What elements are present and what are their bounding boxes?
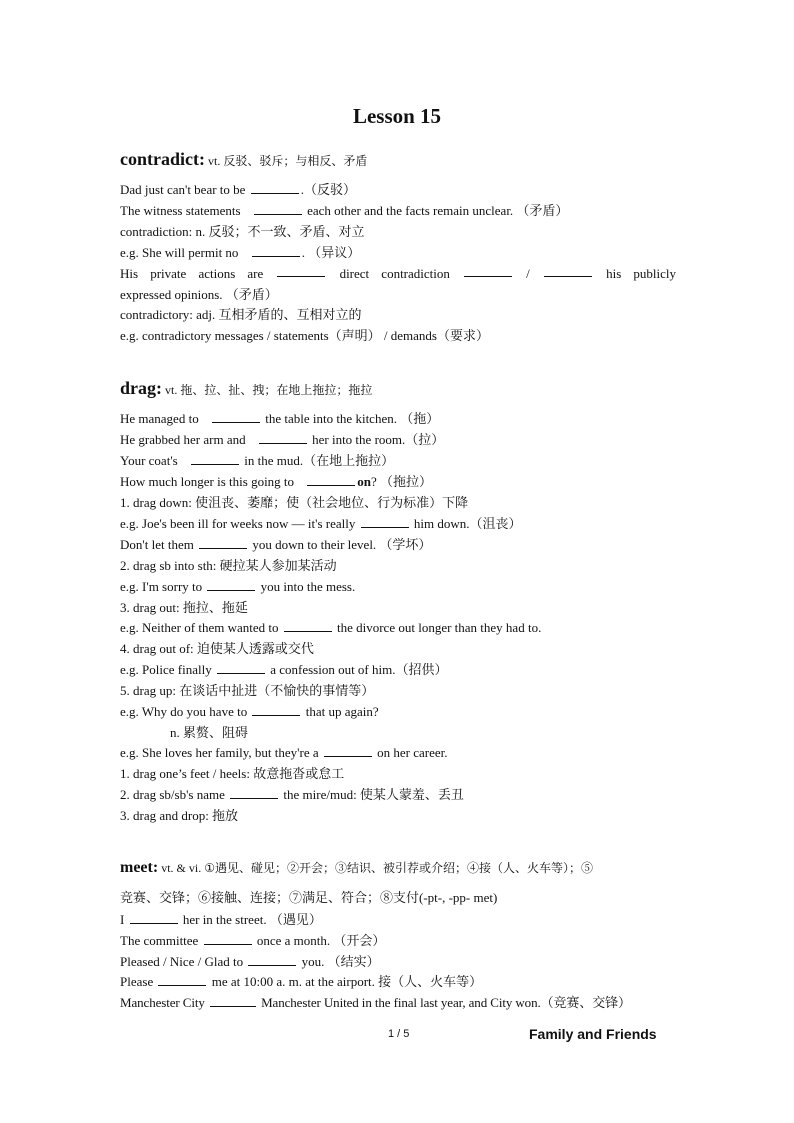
text: e.g. I'm sorry to [120, 579, 206, 594]
fill-blank[interactable] [252, 704, 300, 716]
text: e.g. Joe's been ill for weeks now — it's really [120, 516, 359, 531]
page-title: Lesson 15 [352, 104, 442, 128]
text: I [120, 912, 128, 927]
drag-line-16: n. 累赘、阻碍 [170, 725, 249, 740]
drag-line-3 [120, 452, 676, 469]
drag-line-9 [120, 578, 676, 595]
meet-line-2 [120, 932, 676, 949]
text: direct [339, 266, 370, 281]
contradict-heading [120, 148, 676, 172]
text: He grabbed her arm and [120, 432, 249, 447]
drag-heading [120, 377, 676, 401]
footer-brand: Family and Friends [529, 1026, 657, 1042]
text: you down to their level. （学坏） [249, 537, 432, 552]
headword-contradict: contradict: [120, 149, 205, 169]
drag-line-15 [120, 703, 676, 720]
fill-blank[interactable] [210, 995, 256, 1007]
text: you. （结实） [298, 954, 380, 969]
fill-blank[interactable] [158, 974, 206, 986]
text: ? （拖拉） [371, 474, 433, 489]
fill-blank[interactable] [464, 265, 512, 277]
text: him down.（沮丧） [410, 516, 522, 531]
drag-line-18: 1. drag one’s feet / heels: 故意拖沓或怠工 [120, 766, 345, 781]
text: e.g. She will permit no [120, 245, 242, 260]
text: Your coat's [120, 453, 181, 468]
fill-blank[interactable] [217, 662, 265, 674]
contradict-line-1 [120, 181, 676, 198]
fill-blank[interactable] [248, 954, 296, 966]
fill-blank[interactable] [230, 787, 278, 799]
headword-drag: drag: [120, 378, 162, 398]
meet-definition: vt. & vi. ①遇见、碰见；②开会；③结识、被引荐或介绍；④接（人、火车等）；⑤ [158, 861, 593, 875]
text: on her career. [373, 745, 448, 760]
fill-blank[interactable] [544, 265, 592, 277]
text: e.g. She loves her family, but they're a [120, 745, 322, 760]
text: Dad just can't bear to be [120, 182, 249, 197]
contradict-line-6: expressed opinions. （矛盾） [120, 287, 278, 302]
text: actions [198, 266, 236, 281]
meet-line-1 [120, 911, 676, 928]
contradict-definition: vt. 反驳、驳斥；与相反、矛盾 [204, 154, 368, 168]
text: each other and the facts remain unclear. （矛盾） [303, 203, 569, 218]
text: publicly [633, 266, 676, 281]
fill-blank[interactable] [212, 411, 260, 423]
meet-line-4 [120, 973, 676, 990]
text: you into the mess. [257, 579, 356, 594]
text: . （异议） [301, 245, 361, 260]
text: his [606, 266, 622, 281]
fill-blank[interactable] [324, 745, 372, 757]
fill-blank[interactable] [204, 933, 252, 945]
text: e.g. Why do you have to [120, 704, 251, 719]
contradict-line-7: contradictory: adj. 互相矛盾的、互相对立的 [120, 307, 362, 322]
contradict-line-3: contradiction: n. 反驳；不一致、矛盾、对立 [120, 224, 365, 239]
text: Please [120, 974, 157, 989]
text: Manchester United in the final last year, and City won.（竞赛、交锋） [257, 995, 631, 1010]
page-number: 1 / 5 [388, 1028, 410, 1040]
text: The witness statements [120, 203, 244, 218]
contradict-line-2 [120, 202, 676, 219]
meet-line-5 [120, 994, 676, 1011]
text: The committee [120, 933, 202, 948]
text: private [150, 266, 187, 281]
text: Pleased / Nice / Glad to [120, 954, 247, 969]
text: a confession out of him.（招供） [266, 662, 448, 677]
fill-blank[interactable] [199, 537, 247, 549]
fill-blank[interactable] [307, 474, 355, 486]
drag-line-1 [120, 410, 676, 427]
text: in the mud.（在地上拖拉） [240, 453, 395, 468]
drag-line-10: 3. drag out: 拖拉、拖延 [120, 600, 248, 615]
drag-line-7 [120, 536, 676, 553]
fill-blank[interactable] [284, 620, 332, 632]
fill-blank[interactable] [259, 432, 307, 444]
fill-blank[interactable] [130, 912, 178, 924]
drag-line-19 [120, 786, 676, 803]
text: e.g. Neither of them wanted to [120, 620, 282, 635]
fill-blank[interactable] [191, 453, 239, 465]
drag-line-2 [120, 431, 676, 448]
text: / [526, 266, 530, 281]
text: that up again? [302, 704, 379, 719]
drag-line-12: 4. drag out of: 迫使某人透露或交代 [120, 641, 314, 656]
text: her in the street. （遇见） [179, 912, 322, 927]
contradict-line-5 [120, 265, 676, 282]
fill-blank[interactable] [254, 203, 302, 215]
meet-line-3 [120, 953, 676, 970]
meet-definition-cont: 竞赛、交锋；⑥接触、连接；⑦满足、符合；⑧支付(-pt-, -pp- met) [120, 890, 498, 905]
drag-line-14: 5. drag up: 在谈话中扯进（不愉快的事情等） [120, 683, 375, 698]
text: How much longer is this going to [120, 474, 298, 489]
text: 2. drag sb/sb's name [120, 787, 229, 802]
fill-blank[interactable] [207, 579, 255, 591]
contradict-line-4 [120, 244, 676, 261]
text: Don't let them [120, 537, 198, 552]
text: e.g. Police finally [120, 662, 215, 677]
text: are [247, 266, 264, 281]
text: on [357, 474, 372, 489]
contradict-line-8: e.g. contradictory messages / statements（声明） / demands（要求） [120, 328, 489, 343]
text: He managed to [120, 411, 202, 426]
text: contradiction [381, 266, 450, 281]
text: her into the room.（拉） [308, 432, 445, 447]
fill-blank[interactable] [252, 245, 300, 257]
text: His [120, 266, 139, 281]
drag-definition: vt. 拖、拉、扯、拽；在地上拖拉；拖拉 [162, 383, 373, 397]
text: the divorce out longer than they had to. [333, 620, 542, 635]
drag-line-11 [120, 619, 676, 636]
text: the mire/mud: 使某人蒙羞、丢丑 [280, 787, 464, 802]
text: the table into the kitchen. （拖） [261, 411, 440, 426]
text: me at 10:00 a. m. at the airport. 接（人、火车等） [208, 974, 483, 989]
drag-line-4 [120, 473, 676, 490]
drag-line-13 [120, 661, 676, 678]
fill-blank[interactable] [251, 182, 299, 194]
fill-blank[interactable] [277, 265, 325, 277]
drag-line-8: 2. drag sb into sth: 硬拉某人参加某活动 [120, 558, 337, 573]
drag-line-20: 3. drag and drop: 拖放 [120, 808, 239, 823]
text: once a month. （开会） [253, 933, 386, 948]
drag-line-5: 1. drag down: 使沮丧、萎靡；使（社会地位、行为标准）下降 [120, 495, 469, 510]
drag-line-6 [120, 515, 676, 532]
meet-heading [120, 857, 676, 879]
headword-meet: meet: [120, 859, 159, 876]
fill-blank[interactable] [361, 516, 409, 528]
text: .（反驳） [300, 182, 356, 197]
text: Manchester City [120, 995, 208, 1010]
drag-line-17 [120, 744, 676, 761]
